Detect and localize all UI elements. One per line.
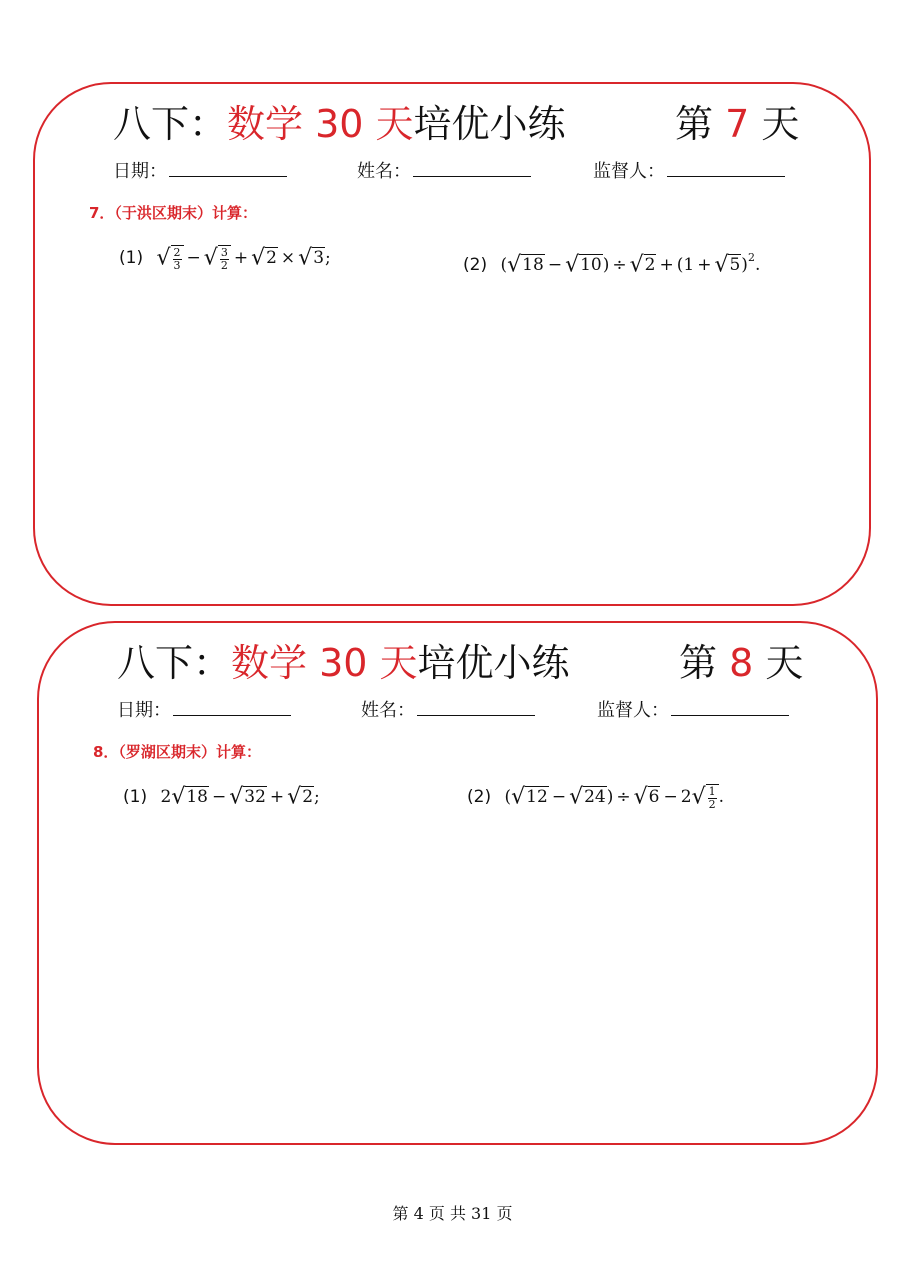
supervisor-blank[interactable] — [667, 158, 785, 177]
practice-card-day-7 — [33, 82, 871, 606]
day-prefix: 第 — [679, 641, 730, 685]
math-expression: $(√18 - √10) \div √2 + (1 + √5)^2$ — [500, 251, 755, 278]
card-title — [117, 638, 570, 688]
supervisor-label: 监督人： — [597, 700, 669, 721]
name-blank[interactable] — [413, 158, 531, 177]
problem-2 — [463, 244, 760, 280]
supervisor-field[interactable] — [593, 158, 785, 185]
date-blank[interactable] — [173, 697, 291, 716]
problem-label: (2) — [463, 255, 488, 275]
name-blank[interactable] — [417, 697, 535, 716]
supervisor-blank[interactable] — [671, 697, 789, 716]
question-heading: 8．（罗湖区期末）计算： — [93, 743, 261, 761]
problem-label: (1) — [119, 248, 144, 268]
problem-end: . — [754, 255, 761, 275]
name-label: 姓名： — [361, 700, 415, 721]
supervisor-field[interactable] — [597, 697, 789, 724]
title-suffix: 培优小练 — [417, 641, 570, 685]
day-label — [675, 99, 799, 149]
date-label: 日期： — [117, 700, 171, 721]
question-heading: 7．（于洪区期末）计算： — [89, 204, 257, 222]
date-field[interactable] — [113, 158, 287, 185]
problem-end: ; — [314, 787, 320, 807]
problem-end: ; — [325, 248, 331, 268]
card-title — [113, 99, 566, 149]
problem-label: (1) — [123, 787, 148, 807]
day-label — [679, 638, 803, 688]
date-field[interactable] — [117, 697, 291, 724]
math-expression: √ $\frac{2}{3}$ — [157, 244, 184, 273]
name-label: 姓名： — [357, 161, 411, 182]
problem-end: . — [718, 787, 724, 807]
title-highlight: 数学 30 天 — [231, 641, 418, 685]
math-expression: (√12 − √24) ÷ √6 − 2√ $\frac{1}{2}$ — [505, 787, 719, 807]
day-number: 7 — [725, 102, 750, 146]
date-label: 日期： — [113, 161, 167, 182]
name-field[interactable] — [361, 697, 535, 724]
title-prefix: 八下： — [117, 641, 232, 685]
problem-2 — [467, 783, 724, 812]
day-prefix: 第 — [675, 102, 726, 146]
practice-card-day-8 — [37, 621, 878, 1145]
page-footer: 第 4 页 共 31 页 — [392, 1204, 513, 1223]
day-suffix: 天 — [753, 641, 804, 685]
day-number: 8 — [729, 641, 754, 685]
problem-1: (1) √ $\frac{2}{3}$ − √ $\frac{3}{2}$ + √2 × √3; — [119, 245, 331, 273]
problem-1 — [123, 783, 320, 812]
supervisor-label: 监督人： — [593, 161, 665, 182]
title-highlight: 数学 30 天 — [227, 102, 414, 146]
problem-label: (2) — [467, 787, 492, 807]
math-expression: 2√18 − √32 + √2 — [160, 784, 314, 810]
title-suffix: 培优小练 — [413, 102, 566, 146]
date-blank[interactable] — [169, 158, 287, 177]
title-prefix: 八下： — [113, 102, 228, 146]
name-field[interactable] — [357, 158, 531, 185]
day-suffix: 天 — [749, 102, 800, 146]
